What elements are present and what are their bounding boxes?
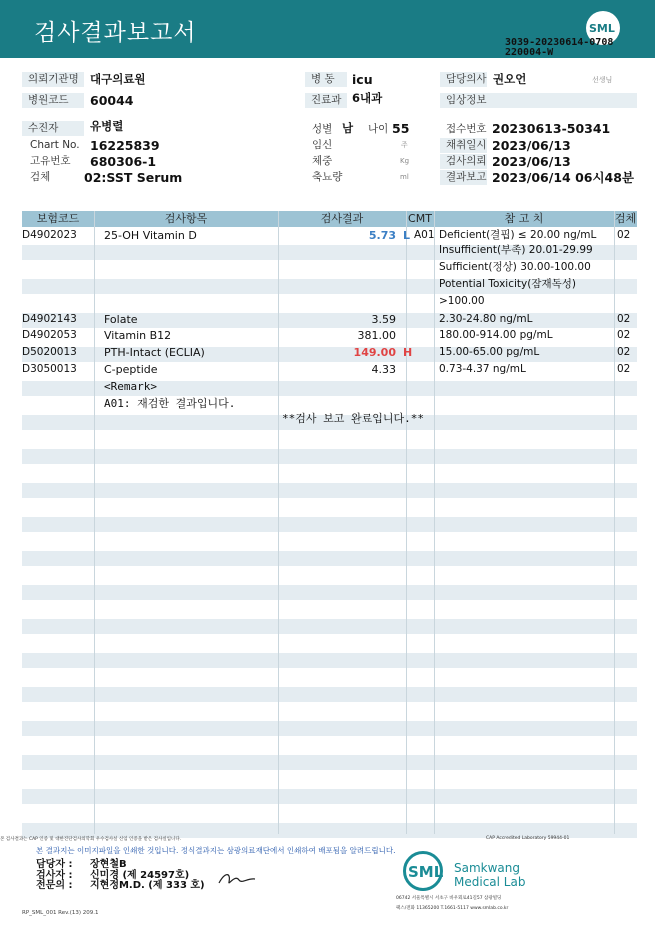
- row-ref: 15.00-65.00 pg/mL: [439, 346, 540, 358]
- dept-label: 진료과: [305, 93, 347, 108]
- urine-label: 축뇨량: [312, 171, 343, 183]
- document-number: 3039-20230614-0708: [505, 37, 614, 48]
- notice-text: 본 결과지는 이미지파일을 인쇄한 것입니다. 정식결과지는 삼광의료재단에서 인쇄하여 배포됨을 알려드립니다.: [36, 846, 396, 855]
- id-label: 고유번호: [30, 155, 71, 167]
- cap-text: CAP Accredited Laboratory 59944-01: [486, 836, 570, 841]
- row-result: 5.73: [368, 229, 396, 242]
- staff2-label: 검사자 :: [36, 870, 73, 881]
- report-label: 결과보고: [440, 170, 487, 185]
- column-divider: [278, 211, 279, 834]
- column-divider: [614, 211, 615, 834]
- report-value: 2023/06/14 06시48분: [492, 170, 635, 185]
- address-text: 06742 서울특별시 서초구 바우뫼로41길57 삼광빌딩: [396, 896, 502, 901]
- staff2-value: 신미경 (제 24597호): [90, 870, 190, 881]
- ward-value: icu: [352, 72, 373, 87]
- row-result: 4.33: [371, 363, 396, 376]
- hospital-code-label: 병원코드: [22, 93, 84, 108]
- row-spec: 02: [617, 329, 631, 341]
- collect-label: 채취일시: [440, 138, 487, 153]
- institution-label: 의뢰기관명: [22, 72, 84, 87]
- specimen-value: 02:SST Serum: [84, 170, 183, 185]
- footer-logo-text: SML: [408, 863, 444, 881]
- row-code: D4902143: [22, 313, 77, 325]
- signature-icon: [215, 868, 260, 888]
- patient-label: 수진자: [22, 121, 84, 136]
- table-stripe: [22, 517, 637, 532]
- column-divider: [94, 211, 95, 834]
- table-stripe: [22, 449, 637, 464]
- age-value: 55: [392, 121, 410, 136]
- company-name-1: Samkwang: [454, 861, 520, 875]
- end-text: **검사 보고 완료입니다.**: [282, 412, 424, 425]
- clinical-label: 임상정보: [440, 93, 637, 108]
- th-ref: 참 고 치: [504, 212, 544, 225]
- table-stripe: [22, 789, 637, 804]
- staff1-label: 담당자 :: [36, 859, 73, 870]
- doctor-value: 권오언: [493, 72, 527, 86]
- table-stripe: [22, 483, 637, 498]
- request-value: 2023/06/13: [492, 154, 571, 169]
- row-ref: 180.00-914.00 pg/mL: [439, 329, 553, 341]
- row-cmt: A01: [414, 229, 435, 241]
- row-item: PTH-Intact (ECLIA): [104, 346, 205, 359]
- row-spec: 02: [617, 313, 631, 325]
- collect-value: 2023/06/13: [492, 138, 571, 153]
- column-divider: [434, 211, 435, 834]
- th-result: 검사결과: [320, 212, 364, 225]
- table-stripe: [22, 653, 637, 668]
- row-ref: Sufficient(정상) 30.00-100.00: [439, 261, 591, 273]
- row-code: D4902023: [22, 229, 77, 241]
- logo-text: SML: [589, 22, 615, 35]
- row-flag: H: [403, 346, 413, 359]
- ward-label: 병 동: [305, 72, 347, 87]
- row-ref: 2.30-24.80 ng/mL: [439, 313, 533, 325]
- th-code: 보험코드: [36, 212, 80, 225]
- table-stripe: [22, 721, 637, 736]
- table-stripe: [22, 585, 637, 600]
- row-spec: 02: [617, 346, 631, 358]
- row-spec: 02: [617, 229, 631, 241]
- age-label: 나이: [368, 123, 389, 135]
- row-item: Folate: [104, 313, 138, 326]
- receipt-value: 20230613-50341: [492, 121, 611, 136]
- row-ref: >100.00: [439, 295, 485, 307]
- row-flag: L: [403, 229, 411, 242]
- document-number-2: 220004-W: [505, 47, 554, 58]
- staff3-value: 지현정M.D. (제 333 호): [90, 880, 205, 891]
- pregnancy-unit: 주: [401, 141, 408, 149]
- hospital-code-value: 60044: [90, 93, 134, 108]
- table-stripe: [22, 687, 637, 702]
- th-spec: 검체: [614, 212, 637, 225]
- th-cmt: CMT: [408, 212, 432, 225]
- chart-value: 16225839: [90, 138, 160, 153]
- th-item: 검사항목: [164, 212, 208, 225]
- row-ref: 0.73-4.37 ng/mL: [439, 363, 526, 375]
- urine-unit: ml: [400, 173, 409, 181]
- row-spec: 02: [617, 363, 631, 375]
- table-stripe: [22, 551, 637, 566]
- pregnancy-label: 임신: [312, 139, 333, 151]
- id-value: 680306-1: [90, 154, 157, 169]
- row-ref: Insufficient(부족) 20.01-29.99: [439, 244, 593, 256]
- form-number: RP_SML_001 Rev.(13) 209.1: [22, 910, 99, 916]
- row-result: 3.59: [371, 313, 396, 326]
- specimen-label: 검체: [30, 171, 51, 183]
- row-item: C-peptide: [104, 363, 158, 376]
- row-result: 381.00: [357, 329, 396, 342]
- row-ref: Potential Toxicity(잠재독성): [439, 278, 576, 290]
- request-label: 검사의뢰: [440, 154, 487, 169]
- weight-unit: Kg: [400, 157, 410, 165]
- remark-title: <Remark>: [104, 380, 157, 393]
- phone-text: 팩스/전화 11365200 T.1661-5117 www.smlab.co.kr: [396, 906, 509, 911]
- row-code: D5020013: [22, 346, 77, 358]
- sex-label: 성별: [312, 123, 333, 135]
- weight-label: 체중: [312, 155, 333, 167]
- dept-value: 6내과: [352, 91, 383, 105]
- column-divider: [406, 211, 407, 834]
- row-code: D3050013: [22, 363, 77, 375]
- staff1-value: 장현철B: [90, 859, 127, 870]
- row-item: 25-OH Vitamin D: [104, 229, 197, 242]
- row-code: D4902053: [22, 329, 77, 341]
- page-title: 검사결과보고서: [34, 20, 197, 46]
- staff3-label: 전문의 :: [36, 880, 73, 891]
- doctor-suffix: 선생님: [592, 76, 613, 84]
- chart-label: Chart No.: [30, 139, 80, 151]
- accreditation-text: 본 검사결과는 CAP 인증 및 대한진단검사의학회 우수검사실 신임 인증을 받은 검사실입니다.: [0, 837, 182, 842]
- receipt-label: 접수번호: [446, 123, 487, 135]
- institution-value: 대구의료원: [90, 72, 146, 86]
- row-item: Vitamin B12: [104, 329, 172, 342]
- table-stripe: [22, 755, 637, 770]
- row-result: 149.00: [353, 346, 396, 359]
- table-stripe: [22, 619, 637, 634]
- row-ref: Deficient(결핍) ≤ 20.00 ng/mL: [439, 229, 597, 241]
- company-name-2: Medical Lab: [454, 875, 526, 889]
- doctor-label: 담당의사: [440, 72, 487, 87]
- sex-value: 남: [342, 121, 354, 135]
- patient-value: 유병렬: [90, 119, 124, 133]
- remark-text: A01: 재검한 결과입니다.: [104, 397, 236, 410]
